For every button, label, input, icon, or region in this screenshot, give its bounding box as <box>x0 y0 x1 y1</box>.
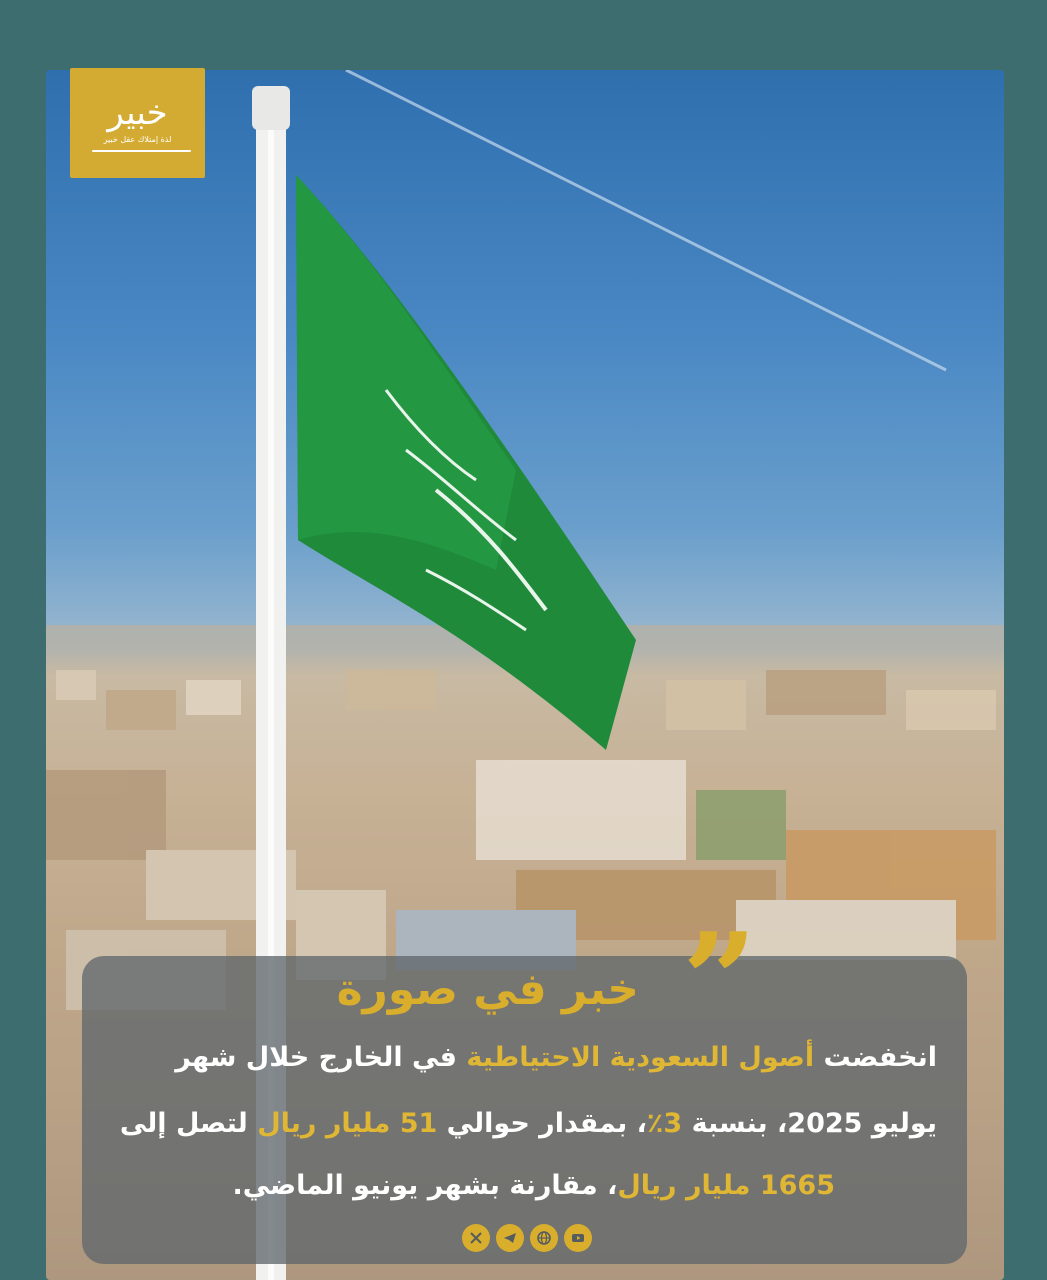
news-caption-card <box>82 904 967 1264</box>
quote-icon: ” <box>682 904 757 1057</box>
body-line-1: انخفضت أصول السعودية الاحتياطية في الخارج خلال شهر <box>175 1042 937 1073</box>
pole-cap <box>252 86 290 130</box>
brand-tagline: لذة إمتلاك عقل خبير <box>103 135 172 144</box>
highlight-percent: 3٪ <box>646 1108 683 1139</box>
highlight-total-amount: 1665 مليار ريال <box>617 1170 835 1201</box>
headline: خبر في صورة <box>336 964 639 1015</box>
highlight-reserve-assets: أصول السعودية الاحتياطية <box>466 1042 815 1073</box>
brand-underline <box>92 150 191 152</box>
x-icon[interactable] <box>462 1224 490 1252</box>
body-line-3: 1665 مليار ريال، مقارنة بشهر يونيو الماضي. <box>232 1170 835 1201</box>
globe-icon[interactable] <box>530 1224 558 1252</box>
highlight-decline-amount: 51 مليار ريال <box>257 1108 438 1139</box>
social-links <box>462 1224 592 1252</box>
body-line-2: يوليو 2025، بنسبة 3٪، بمقدار حوالي 51 مليار ريال لتصل إلى <box>119 1108 937 1139</box>
youtube-icon[interactable] <box>564 1224 592 1252</box>
contrail <box>346 70 946 370</box>
brand-logo <box>70 68 205 178</box>
telegram-icon[interactable] <box>496 1224 524 1252</box>
brand-logo-mark: خبير <box>107 93 168 133</box>
